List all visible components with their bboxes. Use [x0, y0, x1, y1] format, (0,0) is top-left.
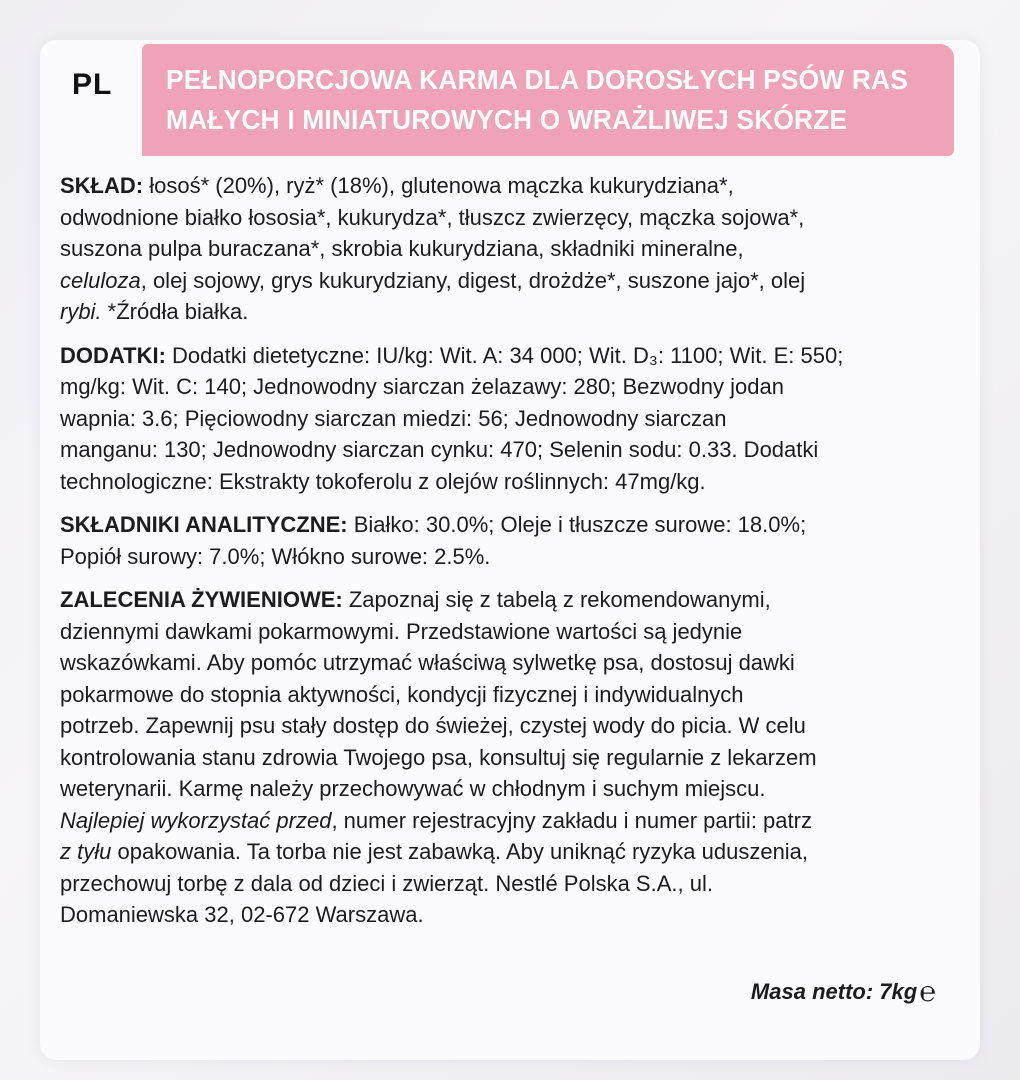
recommendation-line: Najlepiej wykorzystać przed, numer rejestracyjny zakładu i numer partii: patrz	[60, 807, 812, 833]
recommendation-line: kontrolowania stanu zdrowia Twojego psa, konsultuj się regularnie z lekarzem	[60, 744, 817, 770]
label-body	[60, 170, 960, 931]
analytical-line: Popiół surowy: 7.0%; Włókno surowe: 2.5%.	[60, 543, 491, 569]
feeding-recommendations-section	[60, 584, 960, 931]
composition-line: celuloza, olej sojowy, grys kukurydziany, digest, drożdże*, suszone jajo*, olej	[60, 267, 806, 293]
additives-line: manganu: 130; Jednowodny siarczan cynku: 470; Selenin sodu: 0.33. Dodatki	[60, 437, 819, 462]
additives-section	[60, 340, 960, 498]
recommendation-line: wskazówkami. Aby pomóc utrzymać właściwą sylwetkę psa, dostosuj dawki	[60, 650, 795, 675]
composition-line: suszona pulpa buraczana*, skrobia kukurydziana, składniki mineralne,	[60, 236, 744, 261]
recommendation-line: pokarmowe do stopnia aktywności, kondycji fizycznej i indywidualnych	[60, 681, 744, 707]
language-code: PL	[72, 68, 113, 101]
net-mass	[751, 976, 936, 1008]
recommendation-line: przechowuj torbę z dala od dzieci i zwierząt. Nestlé Polska S.A., ul.	[60, 870, 713, 896]
composition-line: odwodnione białko łososia*, kukurydza*, tłuszcz zwierzęcy, mączka sojowa*,	[60, 204, 805, 230]
additives-line: DODATKI: Dodatki dietetyczne: IU/kg: Wit. A: 34 000; Wit. D₃: 1100; Wit. E: 550;	[60, 342, 844, 368]
net-mass-label: Masa netto: 7kg	[750, 979, 918, 1004]
composition-line: SKŁAD: łosoś* (20%), ryż* (18%), glutenowa mączka kukurydziana*,	[60, 173, 734, 198]
composition-section	[60, 170, 960, 328]
recommendation-line: z tyłu opakowania. Ta torba nie jest zabawką. Aby uniknąć ryzyka uduszenia,	[60, 839, 809, 864]
additives-line: mg/kg: Wit. C: 140; Jednowodny siarczan żelazawy: 280; Bezwodny jodan	[60, 374, 784, 399]
product-title-line: PEŁNOPORCJOWA KARMA DLA DOROSŁYCH PSÓW RAS	[166, 64, 908, 95]
composition-line: rybi. *Źródła białka.	[60, 299, 249, 324]
recommendation-line: ZALECENIA ŻYWIENIOWE: Zapoznaj się z tabelą z rekomendowanymi,	[60, 587, 771, 612]
analytical-line: SKŁADNIKI ANALITYCZNE: Białko: 30.0%; Oleje i tłuszcze surowe: 18.0%;	[60, 512, 807, 537]
recommendation-line: Domaniewska 32, 02-672 Warszawa.	[60, 902, 424, 927]
additives-line: wapnia: 3.6; Pięciowodny siarczan miedzi: 56; Jednowodny siarczan	[60, 405, 727, 431]
additives-line: technologiczne: Ekstrakty tokoferolu z olejów roślinnych: 47mg/kg.	[60, 468, 706, 494]
estimated-sign-icon: ℮	[919, 976, 936, 1007]
product-title-band	[142, 44, 954, 156]
recommendation-line: potrzeb. Zapewnij psu stały dostęp do świeżej, czystej wody do picia. W celu	[60, 713, 806, 738]
product-title-line: MAŁYCH I MINIATUROWYCH O WRAŻLIWEJ SKÓRZE	[166, 104, 848, 135]
recommendation-line: dziennymi dawkami pokarmowymi. Przedstawione wartości są jedynie	[60, 618, 743, 644]
recommendation-line: weterynarii. Karmę należy przechowywać w chłodnym i suchym miejscu.	[60, 776, 766, 801]
analytical-constituents-section	[60, 509, 960, 572]
